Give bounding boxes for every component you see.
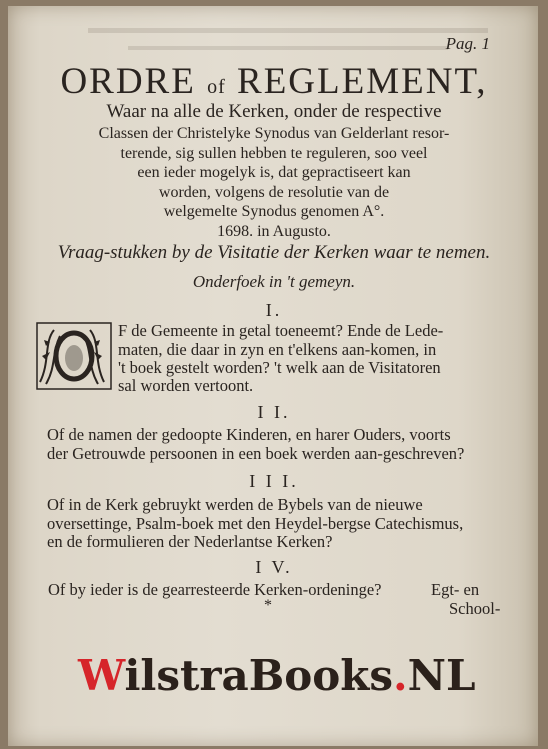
- page-title: [0, 60, 548, 103]
- subtitle-line: terende, sig sullen hebben te reguleren, soo veel: [120, 144, 428, 162]
- roman-numeral-3: I I I.: [249, 471, 299, 491]
- subtitle-line: Waar na alle de Kerken, onder de respective: [106, 101, 442, 122]
- section-2-text: [47, 426, 464, 463]
- section-3-text: [47, 496, 463, 552]
- text-line: Of de namen der gedoopte Kinderen, en harer Ouders, voorts: [47, 425, 451, 444]
- roman-numeral-4: I V.: [255, 557, 293, 577]
- initial-letter: O: [66, 347, 82, 369]
- text-line: maten, die daar in zyn en t'elkens aan-komen, in: [118, 339, 437, 359]
- subtitle-line: welgemelte Synodus genomen A°.: [163, 203, 385, 220]
- text-line: Of in de Kerk gebruykt werden de Bybels van de nieuwe: [47, 495, 423, 514]
- brand-initial: W: [78, 651, 125, 700]
- page-number: Pag. 1: [445, 34, 490, 53]
- text-line: oversettinge, Psalm-boek met den Heydel-bergse Catechismus,: [47, 513, 464, 533]
- text-line: sal worden vertoont.: [118, 376, 254, 395]
- subtitle-line: Classen der Christelyke Synodus van Gelderlant resor-: [98, 125, 450, 142]
- catchword-next: School-: [449, 599, 501, 618]
- title-part-of: of: [207, 76, 226, 98]
- text-line: der Getrouwde persoonen in een boek werden aan-geschreven?: [47, 443, 465, 463]
- title-part-reglement: REGLEMENT,: [237, 61, 488, 102]
- section-heading: Vraag-stukken by de Visitatie der Kerken waar te nemen.: [57, 242, 491, 263]
- section-4-text: Of by ieder is de gearresteerde Kerken-ordeninge?: [48, 580, 382, 599]
- subtitle-line: 1698. in Augusto.: [217, 222, 331, 240]
- signature-mark: *: [264, 597, 272, 614]
- decorated-initial-o: [36, 322, 112, 390]
- brand-dot: .: [393, 651, 408, 700]
- text-line: F de Gemeente in getal toeneemt? Ende de Lede-: [118, 321, 444, 340]
- ornament-icon: [36, 322, 112, 390]
- title-part-ordre: ORDRE: [60, 61, 196, 102]
- section-1-text-end: [118, 377, 253, 396]
- section-1-text: [118, 322, 443, 378]
- text-line: 't boek gestelt worden? 't welk aan de Visitatoren: [118, 358, 441, 377]
- subtitle-block: [0, 100, 548, 241]
- roman-numeral-2: I I.: [257, 402, 291, 422]
- watermark-logo: [78, 651, 476, 700]
- roman-numeral-1: I.: [265, 300, 283, 320]
- catchword-right: Egt- en: [431, 580, 480, 599]
- brand-name: ilstraBooks: [124, 651, 394, 700]
- section-subheading: Onderfoek in 't gemeyn.: [192, 272, 356, 291]
- brand-tld: NL: [407, 651, 476, 700]
- subtitle-line: worden, volgens de resolutie van de: [158, 183, 390, 201]
- subtitle-line: een ieder mogelyk is, dat gepractiseert kan: [137, 164, 411, 181]
- text-line: en de formulieren der Nederlantse Kerken?: [47, 532, 333, 551]
